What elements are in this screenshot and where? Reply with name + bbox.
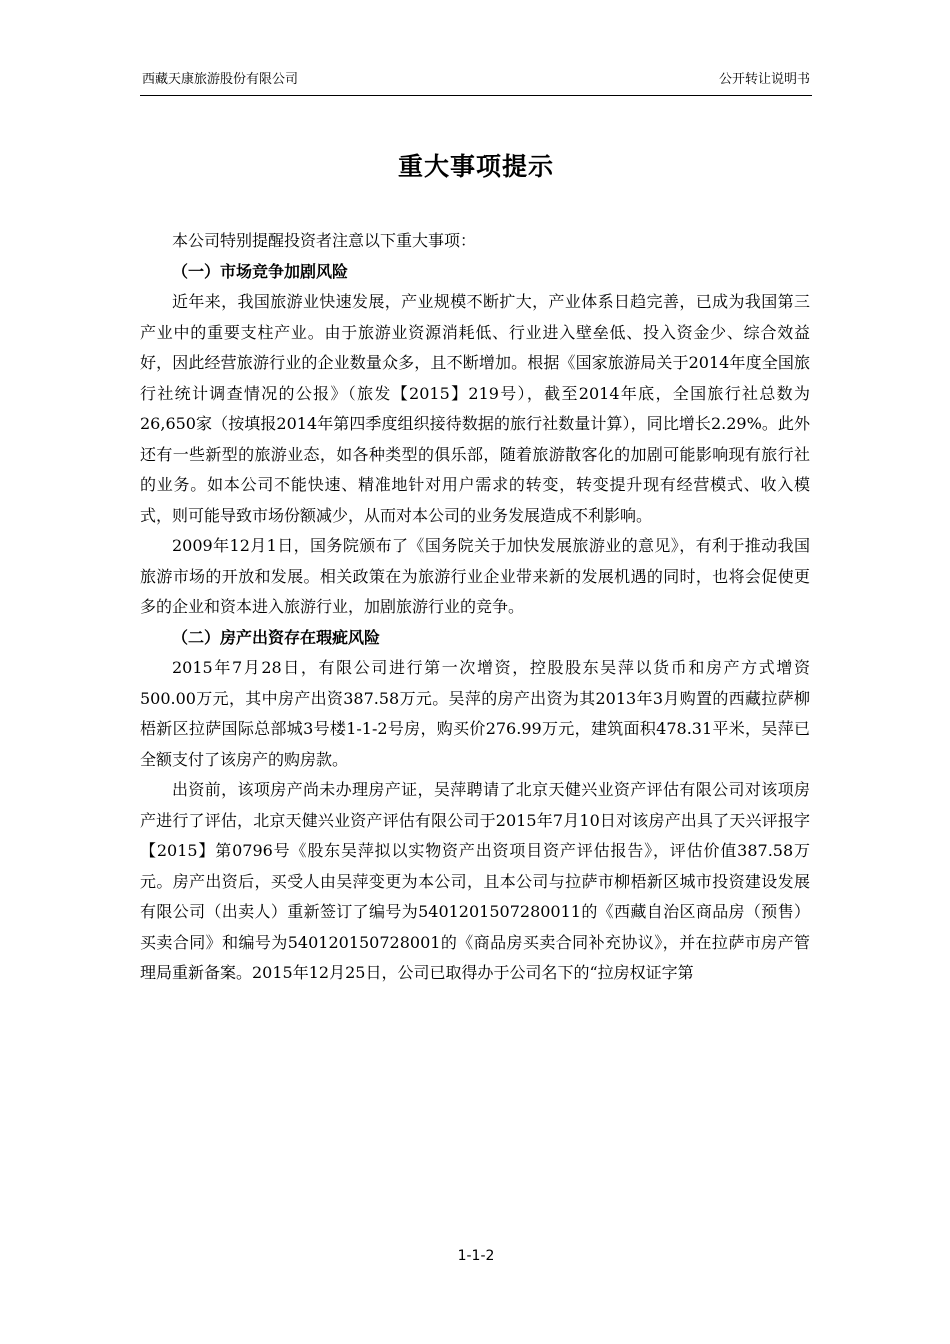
header-company-name: 西藏天康旅游股份有限公司: [142, 72, 299, 87]
document-body: [140, 226, 810, 989]
page-number: 1-1-2: [457, 1248, 495, 1264]
section-heading-property-contribution: （二）房产出资存在瑕疵风险: [172, 627, 381, 647]
intro-paragraph: 本公司特别提醒投资者注意以下重大事项：: [172, 231, 477, 250]
page-title: 重大事项提示: [397, 152, 554, 181]
paragraph-property-contribution-1: 2015年7月28日，有限公司进行第一次增资，控股股东吴萍以货币和房产方式增资500.00万元，其中房产出资387.58万元。吴萍的房产出资为其2013年3月购置的西藏拉萨柳梧新区拉萨国际总部城3号楼1-1-2号房，购买价276.99万元，建筑面积478.31平米，吴萍已全额支付了该房产的购房款。: [140, 658, 810, 769]
paragraph-market-competition-1: 近年来，我国旅游业快速发展，产业规模不断扩大，产业体系日趋完善，已成为我国第三产业中的重要支柱产业。由于旅游业资源消耗低、行业进入壁垒低、投入资金少、综合效益好，因此经营旅游行业的企业数量众多，且不断增加。根据《国家旅游局关于2014年度全国旅行社统计调查情况的公报》（旅发【2015】219号），截至2014年底，全国旅行社总数为26,650家（按填报2014年第四季度组织接待数据的旅行社数量计算），同比增长2.29%。此外还有一些新型的旅游业态，如各种类型的俱乐部，随着旅游散客化的加剧可能影响现有旅行社的业务。如本公司不能快速、精准地针对用户需求的转变，转变提升现有经营模式、收入模式，则可能导致市场份额减少，从而对本公司的业务发展造成不利影响。: [140, 292, 810, 525]
header-document-type: 公开转让说明书: [718, 72, 810, 87]
header-divider: [140, 95, 812, 96]
paragraph-market-competition-2: 2009年12月1日，国务院颁布了《国务院关于加快发展旅游业的意见》，有利于推动我国旅游市场的开放和发展。相关政策在为旅游行业企业带来新的发展机遇的同时，也将会促使更多的企业和资本进入旅游行业，加剧旅游行业的竞争。: [140, 536, 810, 616]
paragraph-property-contribution-2: 出资前，该项房产尚未办理房产证，吴萍聘请了北京天健兴业资产评估有限公司对该项房产进行了评估，北京天健兴业资产评估有限公司于2015年7月10日对该房产出具了天兴评报字【2015】第0796号《股东吴萍拟以实物资产出资项目资产评估报告》，评估价值387.58万元。房产出资后，买受人由吴萍变更为本公司，且本公司与拉萨市柳梧新区城市投资建设发展有限公司（出卖人）重新签订了编号为5401201507280011的《西藏自治区商品房（预售）买卖合同》和编号为540120150728001的《商品房买卖合同补充协议》，并在拉萨市房产管理局重新备案。2015年12月25日，公司已取得办于公司名下的“拉房权证字第: [140, 780, 810, 982]
section-heading-market-competition: （一）市场竞争加剧风险: [172, 261, 349, 281]
page-header: [140, 66, 812, 88]
